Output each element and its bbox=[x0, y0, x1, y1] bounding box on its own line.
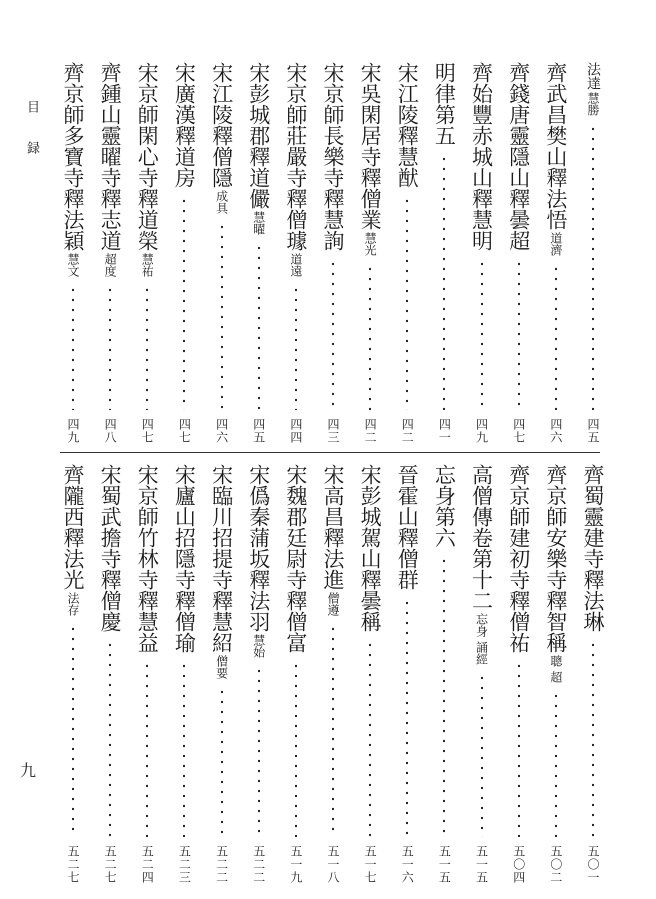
toc-entry bbox=[316, 62, 350, 444]
toc-entry bbox=[427, 62, 461, 444]
toc-entry-page: 四三 bbox=[325, 418, 340, 444]
toc-entry-title: 齊京師建初寺釋僧祐 bbox=[506, 464, 531, 653]
leader-dots bbox=[183, 196, 185, 410]
leader-dots bbox=[72, 624, 74, 837]
toc-entry-page: 五一七 bbox=[363, 845, 378, 884]
toc-entry-title: 宋彭城郡釋道儼 bbox=[246, 62, 271, 209]
toc-entry-page: 五二四 bbox=[140, 845, 155, 884]
toc-entry-page: 五一五 bbox=[474, 845, 489, 884]
leader-dots bbox=[183, 661, 185, 837]
toc-entry bbox=[56, 62, 90, 444]
leader-dots bbox=[443, 154, 445, 410]
toc-entry-page: 五二七 bbox=[103, 845, 118, 884]
toc-entry-title: 宋江陵釋慧猷 bbox=[395, 62, 420, 188]
toc-entry-subtitle: 忘身 誦經 bbox=[474, 613, 489, 665]
leader-dots bbox=[109, 640, 111, 837]
toc-entry-title: 宋吳閑居寺釋僧業 bbox=[358, 62, 383, 230]
toc-entry-subtitle: 慧勝 bbox=[585, 92, 600, 116]
toc-entry bbox=[167, 464, 201, 884]
leader-dots bbox=[369, 264, 371, 410]
toc-entry bbox=[130, 62, 164, 444]
toc-entry-page: 五一八 bbox=[325, 845, 340, 884]
toc-entry bbox=[353, 464, 387, 884]
section-divider bbox=[60, 452, 600, 453]
toc-entry-title: 宋廣漢釋道房 bbox=[172, 62, 197, 188]
toc-entry-title: 宋彭城駕山釋曇稱 bbox=[358, 464, 383, 632]
toc-entry bbox=[279, 62, 313, 444]
toc-entry bbox=[242, 464, 276, 884]
toc-entry-page: 四一 bbox=[437, 418, 452, 444]
toc-entry-title: 宋京師莊嚴寺釋僧璩 bbox=[283, 62, 308, 251]
toc-entry-title: 宋魏郡廷尉寺釋僧富 bbox=[283, 464, 308, 653]
toc-entry bbox=[279, 464, 313, 884]
toc-entry-page: 四五 bbox=[251, 418, 266, 444]
toc-entry bbox=[502, 62, 536, 444]
leader-dots bbox=[369, 640, 371, 837]
toc-entry-page: 四六 bbox=[214, 418, 229, 444]
toc-entry-subtitle: 慧文 bbox=[66, 253, 80, 277]
leader-dots bbox=[109, 285, 111, 410]
toc-entry-page: 五一五 bbox=[437, 845, 452, 884]
leader-dots bbox=[592, 640, 594, 837]
toc-entry-title: 高僧傳卷第十二 bbox=[469, 464, 494, 611]
toc-entry-title: 宋僞秦蒲坂釋法羽 bbox=[246, 464, 271, 632]
toc-entry bbox=[576, 464, 610, 884]
toc-entry-page: 四二 bbox=[363, 418, 378, 444]
leader-dots bbox=[332, 624, 334, 837]
toc-entry bbox=[539, 464, 573, 884]
toc-entry bbox=[539, 62, 573, 444]
leader-dots bbox=[406, 196, 408, 410]
toc-entry-page: 五〇一 bbox=[585, 845, 600, 884]
toc-entry bbox=[93, 464, 127, 884]
toc-entry-title: 明律第五 bbox=[432, 62, 457, 146]
toc-entry bbox=[242, 62, 276, 444]
page-number: 九 bbox=[20, 761, 37, 780]
toc-entry-title: 忘身第六 bbox=[432, 464, 457, 548]
leader-dots bbox=[72, 285, 74, 410]
leader-dots bbox=[332, 259, 334, 410]
leader-dots bbox=[592, 124, 594, 410]
toc-entry-subtitle: 成具 bbox=[214, 190, 229, 214]
toc-entry bbox=[56, 464, 90, 884]
toc-entry-title: 宋高昌釋法進 bbox=[320, 464, 345, 590]
toc-entry-subtitle: 僧要 bbox=[214, 655, 229, 679]
toc-entry-title: 宋臨川招提寺釋慧紹 bbox=[209, 464, 234, 653]
leader-dots bbox=[518, 661, 520, 837]
toc-entry bbox=[93, 62, 127, 444]
toc-entry bbox=[316, 464, 350, 884]
toc-entry-page: 四八 bbox=[103, 418, 118, 444]
leader-dots bbox=[295, 285, 297, 410]
leader-dots bbox=[221, 687, 223, 837]
leader-dots bbox=[258, 243, 260, 410]
toc-entry-subtitle: 超度 bbox=[103, 253, 118, 277]
toc-entry-title: 齊錢唐靈隱山釋曇超 bbox=[506, 62, 531, 251]
toc-entry-title: 齊隴西釋法光 bbox=[61, 464, 85, 590]
toc-entry-page: 五一六 bbox=[400, 845, 415, 884]
toc-entry-title: 齊鍾山靈曜寺釋志道 bbox=[98, 62, 123, 251]
toc-entry-page: 四四 bbox=[288, 418, 303, 444]
toc-entry-title: 宋江陵釋僧隱 bbox=[209, 62, 234, 188]
toc-entry-title: 法達 bbox=[584, 62, 601, 90]
leader-dots bbox=[258, 666, 260, 837]
toc-entry-subtitle: 慧光 bbox=[363, 232, 378, 256]
leader-dots bbox=[406, 598, 408, 837]
toc-entry bbox=[502, 464, 536, 884]
toc-entry bbox=[465, 464, 499, 884]
toc-entry bbox=[353, 62, 387, 444]
toc-entry-page: 四七 bbox=[511, 418, 526, 444]
toc-entry-title: 齊武昌樊山釋法悟 bbox=[543, 62, 568, 230]
toc-entry-title: 宋京師長樂寺釋慧詢 bbox=[320, 62, 345, 251]
toc-entry-subtitle: 慧曜 bbox=[251, 211, 266, 235]
toc-entry bbox=[205, 464, 239, 884]
toc-entry-page: 四七 bbox=[177, 418, 192, 444]
toc-entry-subtitle: 慧始 bbox=[251, 634, 266, 658]
toc-entry-page: 四五 bbox=[585, 418, 600, 444]
toc-entry-page: 五二二 bbox=[214, 845, 229, 884]
toc-entry-title: 晉霍山釋僧群 bbox=[395, 464, 420, 590]
toc-entry bbox=[390, 464, 424, 884]
toc-entry-page: 四九 bbox=[474, 418, 489, 444]
toc-entry bbox=[167, 62, 201, 444]
leader-dots bbox=[146, 661, 148, 837]
toc-entry-subtitle: 道遠 bbox=[288, 253, 303, 277]
toc-entry-title: 宋蜀武擔寺釋僧慶 bbox=[98, 464, 123, 632]
toc-entry-subtitle: 法存 bbox=[66, 592, 80, 616]
toc-entry-page: 五二二 bbox=[251, 845, 266, 884]
toc-entry-page: 四六 bbox=[548, 418, 563, 444]
toc-entry-page: 五〇四 bbox=[511, 845, 526, 884]
toc-entry-subtitle: 僧遵 bbox=[325, 592, 340, 616]
toc-entry-page: 五一九 bbox=[288, 845, 303, 884]
leader-dots bbox=[295, 661, 297, 837]
leader-dots bbox=[481, 259, 483, 410]
leader-dots bbox=[555, 691, 557, 837]
toc-entry-title: 宋京師竹林寺釋慧益 bbox=[135, 464, 160, 653]
toc-entry-title: 齊京師安樂寺釋智稱 bbox=[543, 464, 568, 653]
toc-bottom-half bbox=[56, 464, 610, 884]
leader-dots bbox=[443, 556, 445, 837]
toc-entry-page: 四七 bbox=[140, 418, 155, 444]
toc-entry bbox=[465, 62, 499, 444]
toc-entry-page: 五〇二 bbox=[548, 845, 563, 884]
toc-entry-page: 五二七 bbox=[66, 845, 80, 884]
toc-entry-subtitle: 道濟 bbox=[548, 232, 563, 256]
toc-entry bbox=[205, 62, 239, 444]
toc-entry-title: 齊蜀靈建寺釋法琳 bbox=[580, 464, 605, 632]
toc-entry-title: 齊始豐赤城山釋慧明 bbox=[469, 62, 494, 251]
toc-entry bbox=[130, 464, 164, 884]
toc-entry-subtitle: 聰 超 bbox=[548, 655, 563, 683]
leader-dots bbox=[146, 285, 148, 410]
leader-dots bbox=[518, 259, 520, 410]
leader-dots bbox=[555, 264, 557, 410]
page-label: 目 録 bbox=[24, 100, 39, 167]
leader-dots bbox=[481, 673, 483, 837]
toc-entry-title: 宋廬山招隱寺釋僧瑜 bbox=[172, 464, 197, 653]
leader-dots bbox=[221, 222, 223, 410]
toc-entry-page: 五二三 bbox=[177, 845, 192, 884]
toc-entry-page: 四九 bbox=[66, 418, 80, 444]
toc-entry bbox=[576, 62, 610, 444]
toc-entry-title: 齊京師多寶寺釋法穎 bbox=[61, 62, 85, 251]
toc-entry-title: 宋京師閑心寺釋道榮 bbox=[135, 62, 160, 251]
toc-entry bbox=[390, 62, 424, 444]
toc-entry bbox=[427, 464, 461, 884]
toc-entry-page: 四二 bbox=[400, 418, 415, 444]
toc-top-half bbox=[56, 62, 610, 444]
toc-entry-subtitle: 慧祐 bbox=[140, 253, 155, 277]
